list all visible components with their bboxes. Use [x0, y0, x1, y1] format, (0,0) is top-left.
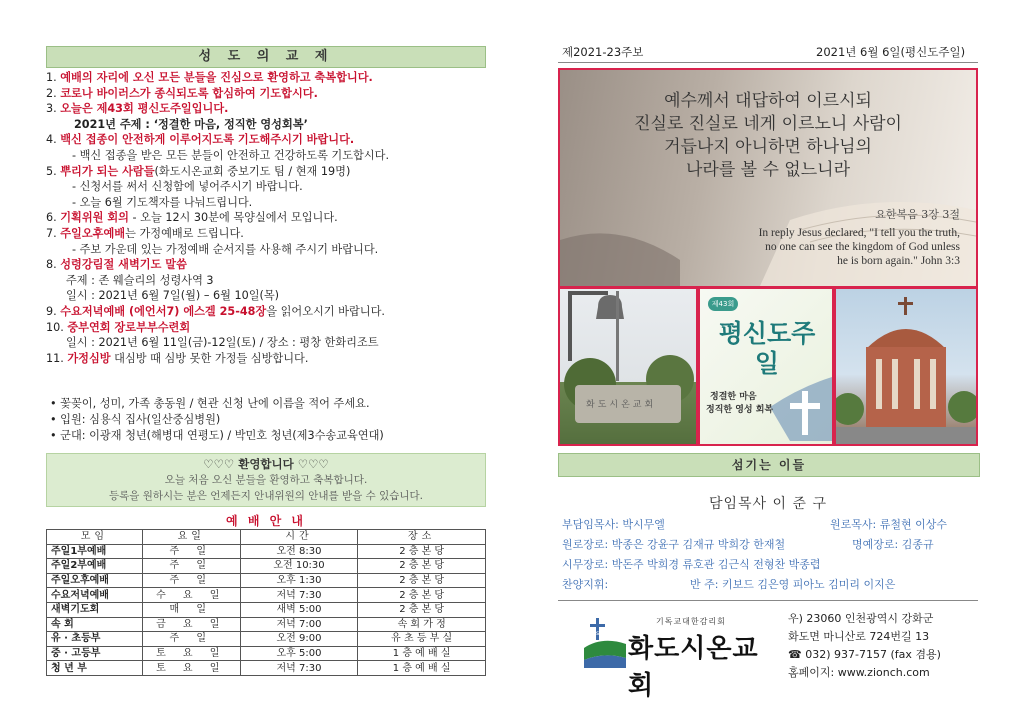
verse-reference: 요한복음 3장 3절: [875, 208, 960, 221]
bulletin-date: 2021년 6월 6일(평신도주일): [816, 45, 966, 59]
bell-tower-photo: [560, 289, 696, 444]
notice-5: 5. 뿌리가 되는 사람들(화도시온교회 중보기도 팀 / 현재 19명): [46, 164, 351, 178]
notice-text: 예배의 자리에 오신 모든 분들을 진심으로 환영하고 축복합니다.: [60, 71, 373, 84]
notice-3: 3. 오늘은 제43회 평신도주일입니다.: [46, 102, 229, 116]
notice-9: 9. 수요저녁예배 (에언서7) 에스겔 25-48장을 읽어오시기 바랍니다.: [46, 304, 385, 318]
table-row: 유 · 초등부 주 일 오전 9:00 유 초 등 부 실: [47, 632, 486, 647]
verse-english: In reply Jesus declared, "I tell you the truth, no one can see the kingdom of God unless he is born again." John 3:3: [758, 227, 960, 267]
bulletin-number: 제2021-23주보: [562, 45, 644, 59]
serving-header: 섬기는 이들: [558, 453, 980, 477]
worship-table: [46, 529, 486, 676]
church-name: 화도시온교회: [628, 634, 759, 701]
address-line: 화도면 마니산로 724번길 13: [788, 630, 930, 643]
notice-11: 11. 가정심방 대심방 때 심방 못한 가정들 심방합니다.: [46, 351, 309, 365]
column-header: 장소: [358, 530, 486, 545]
column-header: 시간: [240, 530, 358, 545]
notice-3-theme: 2021년 주제 : ‘정결한 마음, 정직한 영성회복’: [74, 117, 308, 131]
cross-icon: [770, 377, 832, 441]
notice-10-date: 일시 : 2021년 6월 11일(금)-12일(토) / 장소 : 평창 한화리조트: [66, 336, 379, 350]
notices-list: [46, 70, 486, 366]
denomination: 기독교대한감리회: [656, 617, 726, 626]
staff-row-1-left: 부담임목사: 박시무엘: [562, 518, 665, 531]
welcome-line-2: 등록을 원하시는 분은 언제든지 안내위원의 안내를 받을 수 있습니다.: [108, 490, 424, 502]
church-since: since 1905: [596, 630, 629, 637]
notice-1: 1. 예배의 자리에 오신 모든 분들을 진심으로 환영하고 축복합니다.: [46, 71, 373, 84]
church-logo: [582, 612, 778, 701]
staff-row-1-right: 원로목사: 류철현 이상수: [830, 518, 947, 531]
homepage-link[interactable]: 홈페이지: www.zionch.com: [788, 666, 930, 679]
notice-8-theme: 주제 : 존 웨슬리의 성령사역 3: [66, 273, 214, 287]
staff-row-4-right: 반 주: 키보드 김은영 피아노 김미리 이지은: [690, 578, 896, 591]
welcome-line-1: 오늘 처음 오신 분들을 환영하고 축복합니다.: [164, 474, 368, 486]
table-header-row: [47, 530, 486, 545]
stone-sign-text: 화도시온교회: [586, 400, 657, 410]
senior-pastor: 담임목사 이 준 구: [708, 496, 828, 512]
phone-line: ☎ 032) 937-7157 (fax 겸용): [788, 648, 941, 661]
notice-6: 6. 기획위원 회의 - 오늘 12시 30분에 목양실에서 모입니다.: [46, 211, 338, 225]
table-row: 수요저녁예배 수 요 일 저녁 7:30 2 층 본 당: [47, 588, 486, 603]
header-divider: [558, 62, 978, 63]
notice-7: 7. 주일오후예배는 가정예배로 드립니다.: [46, 226, 244, 240]
staff-row-3-left: 시무장로: 박돈주 박희경 류호관 김근식 전형찬 박종렵: [562, 558, 821, 571]
footer-divider: [558, 600, 978, 601]
poster-badge: 제43회: [708, 297, 738, 311]
church-logo-icon: [582, 618, 628, 670]
church-building-photo: [836, 289, 976, 444]
notice-2: 2. 코로나 바이러스가 종식되도록 합심하여 기도합시다.: [46, 86, 318, 100]
bullet-item: • 입원: 심용식 집사(일산중심병원): [50, 413, 221, 426]
verse-korean: 예수께서 대답하여 이르시되 진실로 진실로 네게 이르노니 사람이 거듭나지 아니하면 하나님의 나라를 볼 수 없느니라: [634, 91, 902, 180]
worship-guide-title: 예 배 안 내: [226, 514, 306, 528]
staff-row-2-right: 명예장로: 김종규: [852, 538, 934, 551]
poster-subtitle-1: 정결한 마음: [710, 392, 757, 402]
column-header: 요일: [142, 530, 240, 545]
notice-4-sub: - 백신 접종을 받은 모든 분들이 안전하고 건강하도록 기도합시다.: [72, 148, 390, 162]
notice-10: 10. 중부연회 장로부부수련회: [46, 320, 191, 334]
staff-row-2-left: 원로장로: 박종은 강윤구 김재규 박희강 한재철: [562, 538, 786, 551]
bell-tower-illustration: [560, 289, 696, 444]
welcome-title: ♡♡♡ 환영합니다 ♡♡♡: [203, 457, 329, 471]
notice-8: 8. 성령강림절 새벽기도 말씀: [46, 258, 187, 272]
table-row: 청 년 부 토 요 일 저녁 7:30 1 층 예 배 실: [47, 661, 486, 676]
address-line: 우) 23060 인천광역시 강화군: [788, 612, 934, 625]
column-header: 모임: [47, 530, 143, 545]
notice-5-sub-2: - 오늘 6월 기도책자를 나눠드립니다.: [72, 195, 253, 209]
fellowship-header: [46, 46, 486, 68]
church-building-illustration: [836, 289, 976, 444]
notice-7-sub: - 주보 가운데 있는 가정예배 순서지를 사용해 주시기 바랍니다.: [72, 242, 379, 256]
verse-banner: [560, 70, 976, 286]
church-address: [788, 610, 941, 682]
table-row: 새벽기도회 매 일 새벽 5:00 2 층 본 당: [47, 602, 486, 617]
poster-subtitle-2: 정직한 영성 회복: [706, 405, 774, 415]
bullet-list: [50, 396, 384, 444]
laity-sunday-poster: [698, 289, 834, 444]
table-row: 중 · 고등부 토 요 일 오후 5:00 1 층 예 배 실: [47, 646, 486, 661]
poster-title: 평신도주일: [718, 319, 816, 378]
notice-text: 코로나 바이러스가 종식되도록 합심하여 기도합시다.: [60, 86, 318, 100]
table-row: 주일1부예배 주 일 오전 8:30 2 층 본 당: [47, 544, 486, 559]
staff-row-4-left: 찬양지휘:: [562, 578, 609, 591]
bullet-item: • 군대: 이광재 청년(해병대 연평도) / 박민호 청년(제3수송교육연대): [50, 429, 384, 442]
notice-5-sub-1: - 신청서를 써서 신청함에 넣어주시기 바랍니다.: [72, 180, 303, 194]
fellowship-title: 성 도 의 교 제: [198, 49, 334, 64]
table-row: 주일2부예배 주 일 오전 10:30 2 층 본 당: [47, 559, 486, 574]
table-row: 주일오후예배 주 일 오후 1:30 2 층 본 당: [47, 573, 486, 588]
welcome-box: [46, 453, 486, 507]
notice-8-date: 일시 : 2021년 6월 7일(월) – 6월 10일(목): [66, 289, 280, 303]
bullet-item: • 꽃꽂이, 성미, 가족 총동원 / 현관 신청 난에 이름을 적어 주세요.: [50, 397, 370, 410]
table-row: 속 회 금 요 일 저녁 7:00 속 회 가 정: [47, 617, 486, 632]
notice-4: 4. 백신 접종이 안전하게 이루어지도록 기도해주시기 바랍니다.: [46, 133, 355, 147]
